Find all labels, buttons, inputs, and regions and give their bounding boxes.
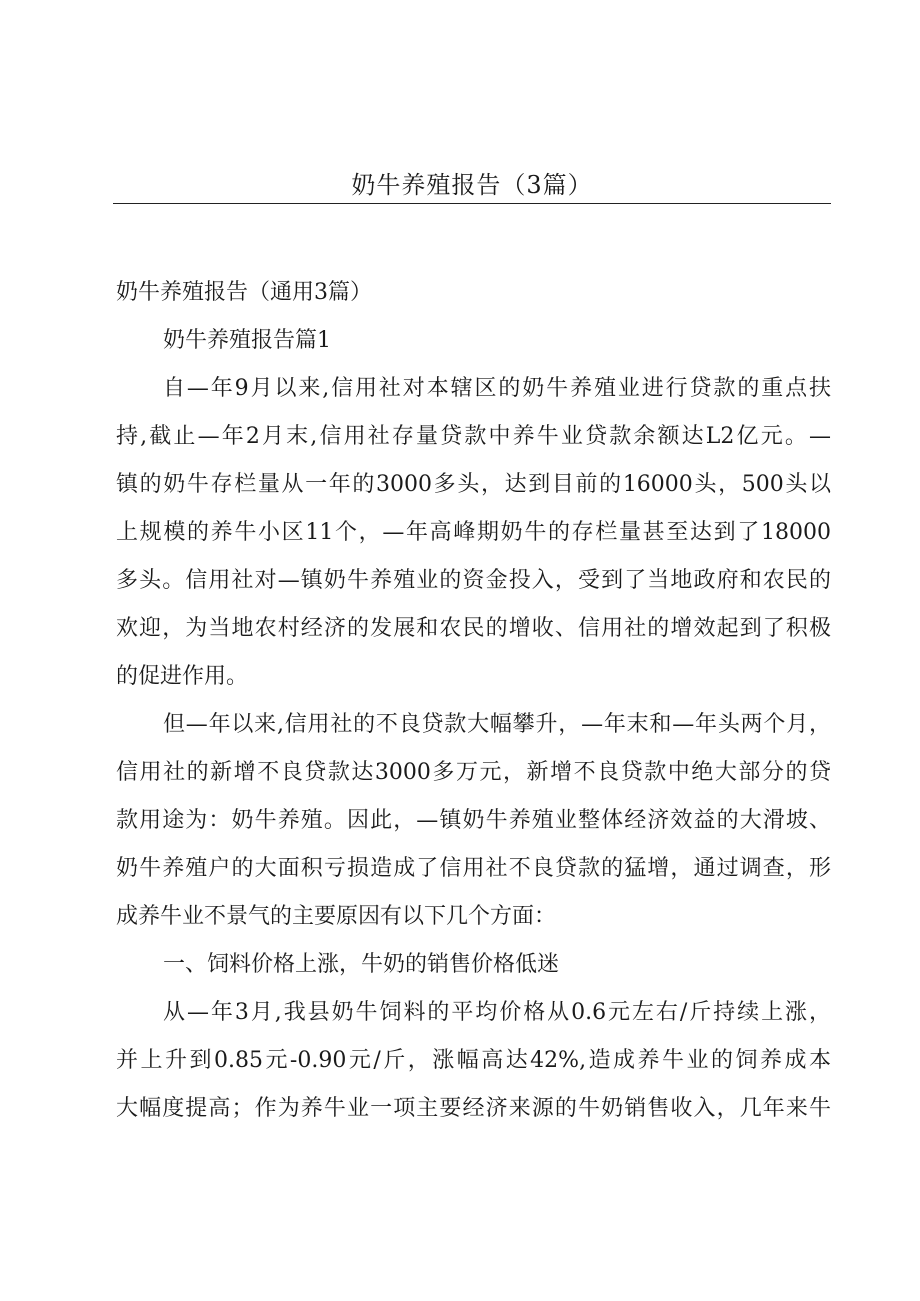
- paragraph-2-line-5: 成养牛业不景气的主要原因有以下几个方面：: [116, 904, 557, 929]
- document-title: 奶牛养殖报告（3篇）: [351, 171, 593, 199]
- paragraph-3-line-2: 并上升到0.85元-0.90元/斤，涨幅高达42%,造成养牛业的饲养成本: [116, 1048, 831, 1073]
- paragraph-1-line-3: 镇的奶牛存栏量从一年的3000多头，达到目前的16000头，500头以: [116, 472, 831, 497]
- paragraph-2-line-2: 信用社的新增不良贷款达3000多万元，新增不良贷款中绝大部分的贷: [116, 760, 831, 785]
- section-heading: 奶牛养殖报告篇1: [163, 328, 331, 353]
- paragraph-1-line-7: 的促进作用。: [116, 664, 249, 689]
- paragraph-2-line-3: 款用途为：奶牛养殖。因此，—镇奶牛养殖业整体经济效益的大滑坡、: [116, 808, 831, 833]
- paragraph-1-line-4: 上规模的养牛小区11个，—年高峰期奶牛的存栏量甚至达到了18000: [116, 520, 831, 545]
- title-underline: [113, 203, 831, 204]
- paragraph-2-line-1: 但—年以来,信用社的不良贷款大幅攀升，—年末和—年头两个月，: [163, 712, 831, 737]
- subheading-1: 一、饲料价格上涨，牛奶的销售价格低迷: [163, 952, 560, 977]
- document-subtitle: 奶牛养殖报告（通用3篇）: [116, 280, 372, 305]
- paragraph-1-line-6: 欢迎，为当地农村经济的发展和农民的增收、信用社的增效起到了积极: [116, 616, 831, 641]
- paragraph-2-line-4: 奶牛养殖户的大面积亏损造成了信用社不良贷款的猛增，通过调查，形: [116, 856, 831, 881]
- paragraph-1-line-5: 多头。信用社对—镇奶牛养殖业的资金投入，受到了当地政府和农民的: [116, 568, 831, 593]
- paragraph-3-line-1: 从—年3月,我县奶牛饲料的平均价格从0.6元左右/斤持续上涨，: [163, 1000, 831, 1025]
- paragraph-3-line-3: 大幅度提高；作为养牛业一项主要经济来源的牛奶销售收入，几年来牛: [116, 1096, 831, 1121]
- paragraph-1-line-2: 持,截止—年2月末,信用社存量贷款中养牛业贷款余额达L2亿元。—: [116, 424, 831, 449]
- paragraph-1-line-1: 自—年9月以来,信用社对本辖区的奶牛养殖业进行贷款的重点扶: [163, 376, 831, 401]
